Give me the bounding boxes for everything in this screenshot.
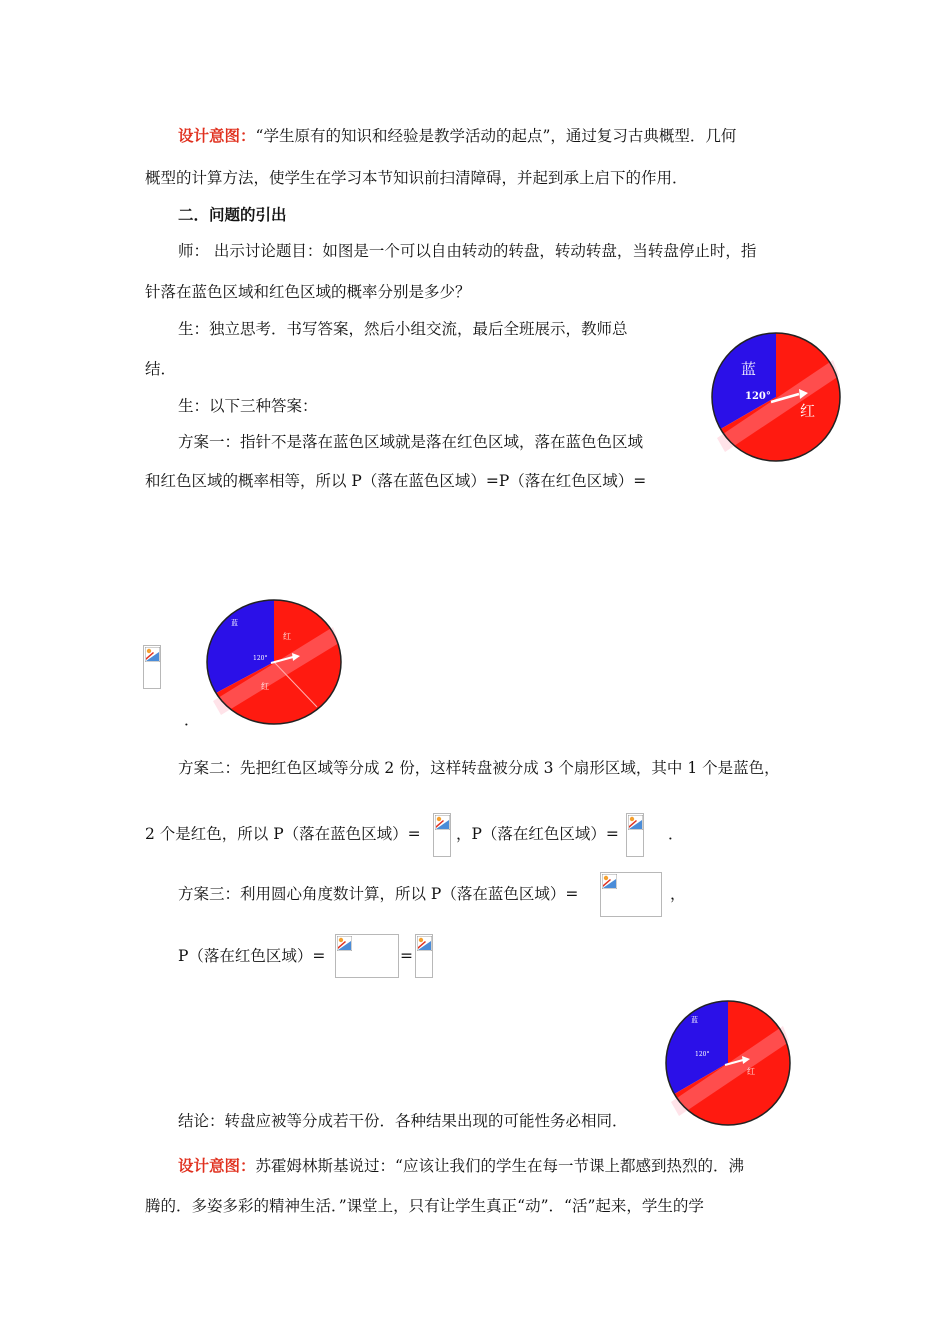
plan2-line-2a: 2 个是红色，所以 P（落在蓝色区域）= bbox=[145, 825, 421, 843]
spinner-angle-label: 120° bbox=[695, 1051, 710, 1058]
plan3-line-1a: 方案三：利用圆心角度数计算，所以 P（落在蓝色区域）= bbox=[178, 885, 579, 903]
spinner-red-label: 红 bbox=[800, 402, 816, 420]
spinner-red-label-2: 红 bbox=[261, 682, 269, 691]
student-line-3: 生：以下三种答案： bbox=[178, 397, 318, 415]
spinner-figure-large bbox=[709, 330, 843, 464]
image-placeholder-icon bbox=[602, 874, 617, 889]
image-placeholder-icon bbox=[337, 936, 352, 951]
design-intent-2-text: 苏霍姆林斯基说过：“应该让我们的学生在每一节课上都感到热烈的．沸 bbox=[255, 1157, 744, 1175]
teacher-line-1: 师： 出示讨论题目：如图是一个可以自由转动的转盘，转动转盘，当转盘停止时，指 bbox=[178, 242, 757, 260]
design-intent-label: 设计意图： bbox=[178, 127, 256, 145]
spinner-blue-label: 蓝 bbox=[231, 619, 238, 627]
plan3-line-2a: P（落在红色区域）= bbox=[178, 947, 326, 965]
formula-image-placeholder bbox=[600, 872, 662, 917]
spinner-figure-medium bbox=[205, 597, 345, 727]
spinner-red-label: 红 bbox=[747, 1067, 755, 1076]
image-placeholder-icon bbox=[417, 936, 432, 951]
plan1-line-2: 和红色区域的概率相等，所以 P（落在蓝色区域）=P（落在红色区域）= bbox=[145, 472, 647, 490]
design-intent-2-line-1 bbox=[178, 1156, 744, 1176]
spinner-blue-label: 蓝 bbox=[741, 360, 757, 378]
broken-image-placeholder bbox=[143, 645, 161, 689]
image-placeholder-icon bbox=[145, 647, 160, 662]
plan2-line-2b: ，P（落在红色区域）= bbox=[456, 825, 619, 843]
formula-image-placeholder bbox=[415, 934, 433, 978]
spinner-blue-label: 蓝 bbox=[691, 1016, 698, 1024]
formula-image-placeholder bbox=[335, 934, 399, 978]
student-line-1: 生：独立思考．书写答案，然后小组交流，最后全班展示，教师总 bbox=[178, 320, 628, 338]
design-intent-2-line-2: 腾的．多姿多彩的精神生活．”课堂上，只有让学生真正“动”．“活”起来，学生的学 bbox=[145, 1197, 704, 1215]
spinner-figure-small bbox=[663, 998, 793, 1128]
formula-image-placeholder bbox=[626, 813, 644, 857]
image-placeholder-icon bbox=[628, 815, 643, 830]
plan1-line-1: 方案一：指针不是落在蓝色区域就是落在红色区域，落在蓝色色区域 bbox=[178, 433, 644, 451]
design-intent-line-1 bbox=[178, 126, 736, 146]
section-heading: 二．问题的引出 bbox=[178, 206, 287, 224]
design-intent-line-2: 概型的计算方法，使学生在学习本节知识前扫清障碍，并起到承上启下的作用． bbox=[145, 169, 688, 187]
student-line-2: 结． bbox=[145, 360, 177, 378]
spinner-red-label: 红 bbox=[283, 632, 291, 641]
image-placeholder-icon bbox=[435, 815, 450, 830]
teacher-line-2: 针落在蓝色区域和红色区域的概率分别是多少？ bbox=[145, 283, 471, 301]
spinner-angle-label: 120° bbox=[745, 391, 771, 402]
plan2-line-1: 方案二：先把红色区域等分成 2 份，这样转盘被分成 3 个扇形区域，其中 1 个是蓝色， bbox=[178, 759, 780, 777]
plan2-line-end: ． bbox=[668, 825, 684, 843]
formula-image-placeholder bbox=[433, 813, 451, 857]
design-intent-2-label: 设计意图： bbox=[178, 1157, 256, 1175]
spinner-angle-label: 120° bbox=[253, 655, 268, 662]
design-intent-text: “学生原有的知识和经验是教学活动的起点”，通过复习古典概型．几何 bbox=[255, 127, 737, 145]
plan1-trailing-dot: ． bbox=[184, 711, 200, 729]
plan3-line-1-end: ， bbox=[670, 885, 686, 903]
plan3-line-2b: = bbox=[400, 947, 413, 965]
conclusion-line: 结论：转盘应被等分成若干份．各种结果出现的可能性务必相同． bbox=[178, 1112, 628, 1130]
